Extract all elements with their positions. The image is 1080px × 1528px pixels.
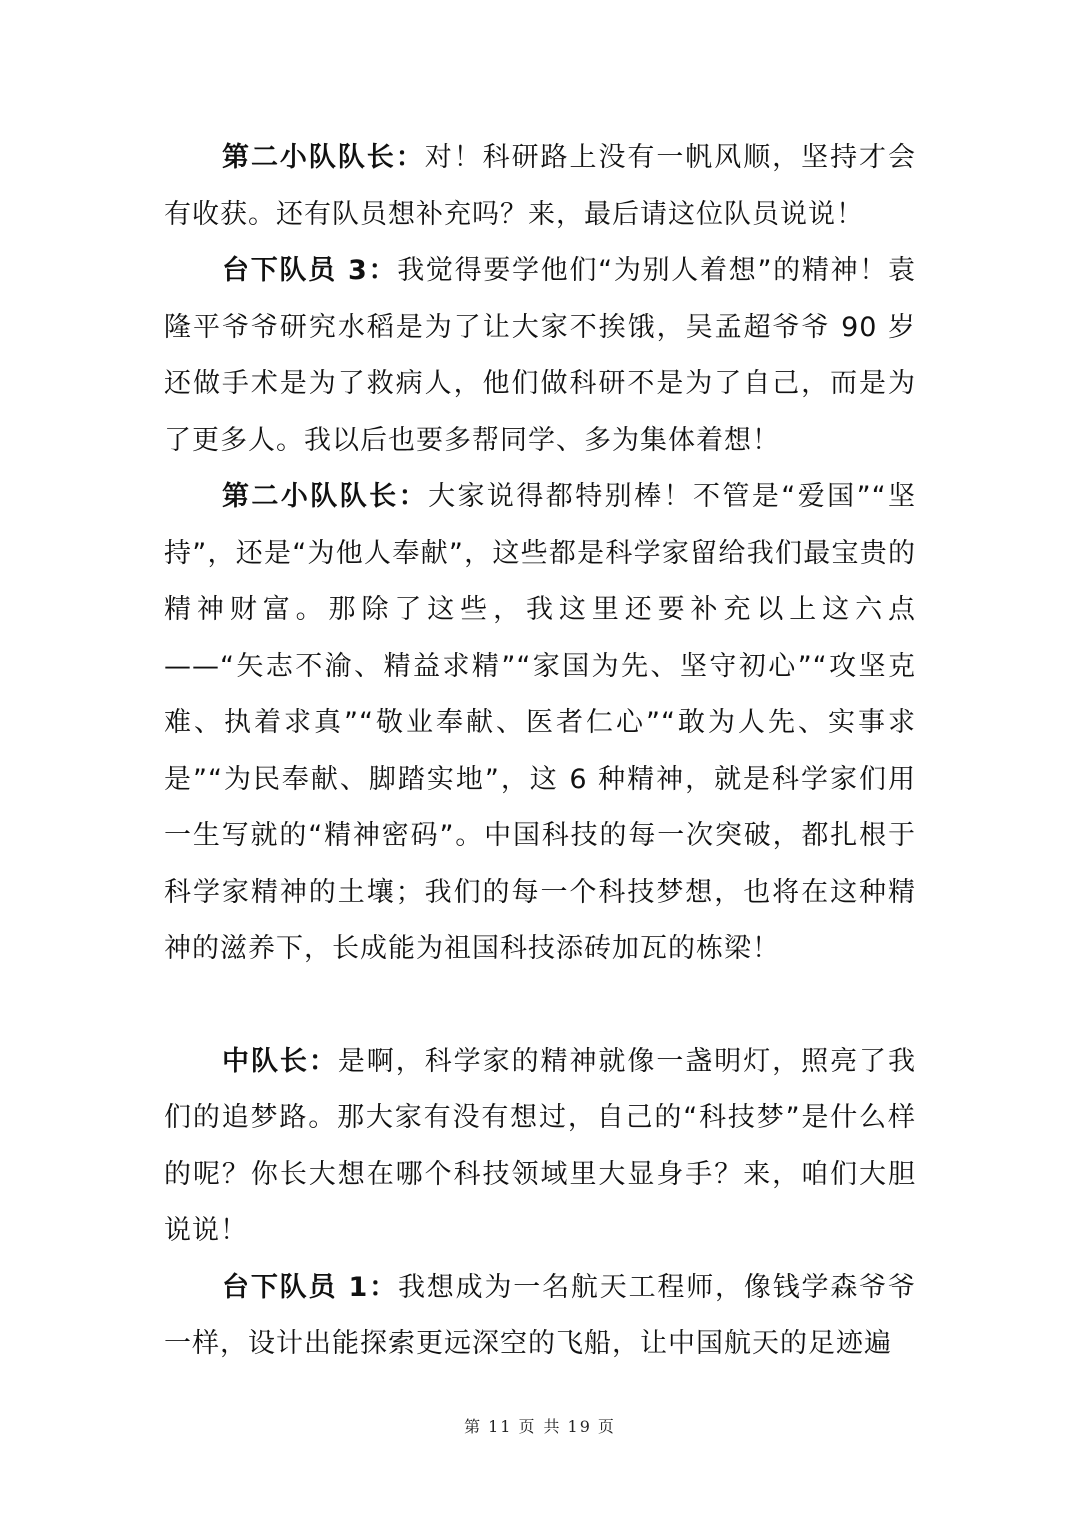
- page-footer: [0, 1414, 1080, 1437]
- dialogue-text: 大家说得都特别棒！不管是“爱国”“坚持”，还是“为他人奉献”，这些都是科学家留给我们最宝贵的精神财富。那除了这些，我这里还要补充以上这六点 ——“矢志不渝、精益求精”“家国为先、坚守初心”“攻坚克难、执着求真”“敬业奉献、医者仁心”“敢为人先、实事求是”“为民奉献、脚踏实地”，这 6 种精神，就是科学家们用一生写就的“精神密码”。中国科技的每一次突破，都扎根于科学家精神的土壤；我们的每一个科技梦想，也将在这种精神的滋养下，长成能为祖国科技添砖加瓦的栋梁！: [164, 481, 917, 964]
- speaker-label: 第二小队队长：: [222, 481, 429, 512]
- paragraph-spacer: [164, 978, 916, 1034]
- dialogue-paragraph: [164, 1034, 916, 1260]
- speaker-label: 台下队员 3：: [222, 255, 398, 286]
- dialogue-text: 我觉得要学他们“为别人着想”的精神！袁隆平爷爷研究水稻是为了让大家不挨饿，吴孟超爷爷 90 岁还做手术是为了救病人，他们做科研不是为了自己，而是为了更多人。我以后也要多帮同学、多为集体着想！: [164, 255, 916, 456]
- dialogue-paragraph: [164, 130, 916, 243]
- footer-middle: 页 共: [518, 1417, 562, 1436]
- dialogue-text: 我想成为一名航天工程师，像钱学森爷爷一样，设计出能探索更远深空的飞船，让中国航天的足迹遍: [164, 1271, 917, 1359]
- dialogue-text: 是啊，科学家的精神就像一盏明灯，照亮了我们的追梦路。那大家有没有想过，自己的“科技梦”是什么样的呢？你长大想在哪个科技领域里大显身手？来，咱们大胆说说！: [164, 1045, 917, 1246]
- dialogue-text: 对！科研路上没有一帆风顺，坚持才会有收获。还有队员想补充吗？来，最后请这位队员说说！: [164, 142, 917, 230]
- total-pages: 19: [567, 1417, 592, 1436]
- page-number: 11: [488, 1417, 513, 1436]
- speaker-label: 中队长：: [222, 1045, 338, 1077]
- dialogue-paragraph: [164, 469, 916, 978]
- footer-suffix: 页: [597, 1417, 616, 1436]
- speaker-label: 台下队员 1：: [222, 1271, 398, 1303]
- dialogue-paragraph: [164, 1260, 916, 1373]
- dialogue-paragraph: [164, 243, 916, 469]
- document-body: [164, 130, 916, 1373]
- speaker-label: 第二小队队长：: [222, 142, 425, 173]
- footer-prefix: 第: [464, 1417, 483, 1436]
